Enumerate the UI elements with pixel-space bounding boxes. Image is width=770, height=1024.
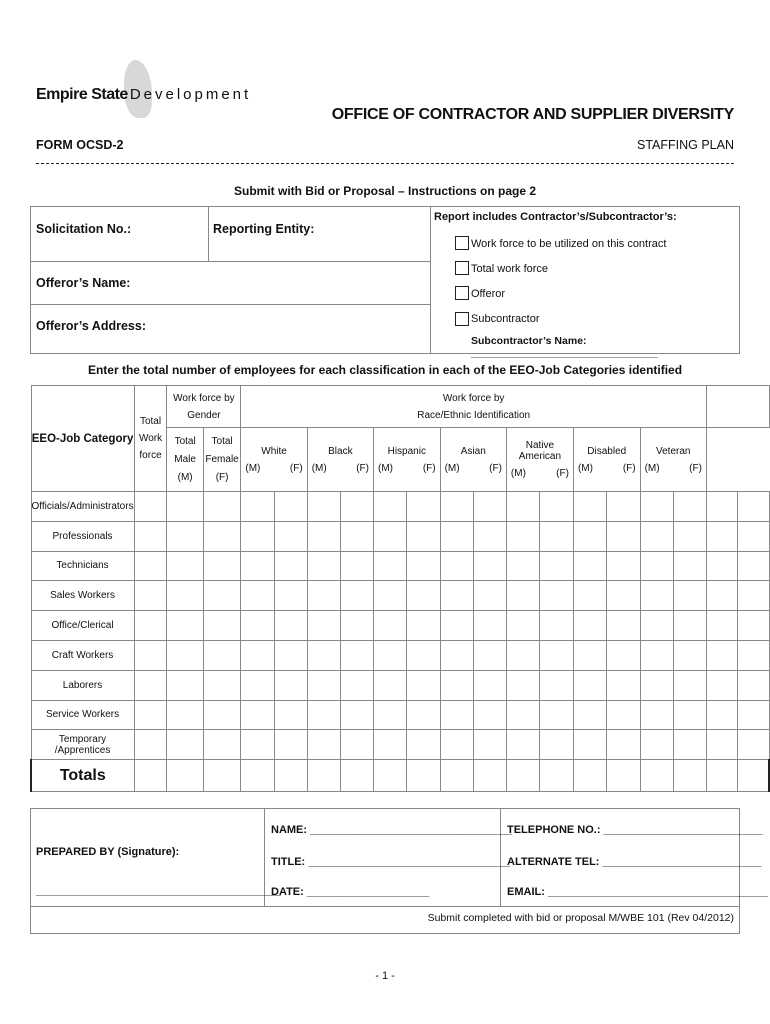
entry-cell[interactable] xyxy=(134,611,167,641)
entry-cell[interactable] xyxy=(607,551,640,581)
entry-cell[interactable] xyxy=(506,551,540,581)
email-field[interactable]: EMAIL: ____________________________________ xyxy=(507,886,769,898)
submit-note: Submit with Bid or Proposal – Instructions on page 2 xyxy=(233,184,537,198)
hispanic-header: Hispanic (M) (F) xyxy=(374,428,441,492)
entry-cell[interactable] xyxy=(473,670,506,700)
entry-cell[interactable] xyxy=(738,730,769,760)
category-label: Officials/Administrators xyxy=(31,492,134,522)
total-cell[interactable] xyxy=(706,760,737,792)
table-row xyxy=(31,581,769,611)
entry-cell[interactable] xyxy=(473,581,506,611)
entry-cell[interactable] xyxy=(640,521,673,551)
entry-cell[interactable] xyxy=(440,521,473,551)
entry-cell[interactable] xyxy=(241,551,274,581)
total-cell[interactable] xyxy=(607,760,640,792)
entry-cell[interactable] xyxy=(167,551,203,581)
entry-cell[interactable] xyxy=(607,492,640,522)
entry-cell[interactable] xyxy=(374,700,407,730)
entry-cell[interactable] xyxy=(640,670,673,700)
total-cell[interactable] xyxy=(340,760,373,792)
entry-cell[interactable] xyxy=(738,670,769,700)
entry-cell[interactable] xyxy=(374,640,407,670)
entry-cell[interactable] xyxy=(374,670,407,700)
alternate-tel-field[interactable]: ALTERNATE TEL: __________________________ xyxy=(507,856,762,868)
entry-cell[interactable] xyxy=(706,581,737,611)
entry-cell[interactable] xyxy=(473,521,506,551)
entry-cell[interactable] xyxy=(203,551,241,581)
entry-cell[interactable] xyxy=(203,730,241,760)
entry-cell[interactable] xyxy=(167,611,203,641)
table-row xyxy=(31,551,769,581)
entry-cell[interactable] xyxy=(134,700,167,730)
offeror-name-label[interactable]: Offeror’s Name: xyxy=(36,276,131,290)
entry-cell[interactable] xyxy=(607,700,640,730)
subcontractor-checkbox[interactable] xyxy=(455,312,469,326)
entry-cell[interactable] xyxy=(706,492,737,522)
total-cell[interactable] xyxy=(738,760,769,792)
entry-cell[interactable] xyxy=(274,730,307,760)
workforce-contract-checkbox[interactable] xyxy=(455,236,469,250)
entry-cell[interactable] xyxy=(203,670,241,700)
entry-cell[interactable] xyxy=(241,730,274,760)
entry-cell[interactable] xyxy=(241,670,274,700)
entry-cell[interactable] xyxy=(134,670,167,700)
entry-cell[interactable] xyxy=(134,640,167,670)
entry-cell[interactable] xyxy=(274,700,307,730)
entry-cell[interactable] xyxy=(407,700,440,730)
entry-cell[interactable] xyxy=(540,700,574,730)
total-male-header: Total Male (M) xyxy=(167,428,203,492)
total-workforce-checkbox[interactable] xyxy=(455,261,469,275)
entry-cell[interactable] xyxy=(307,670,340,700)
divider xyxy=(36,163,734,164)
entry-cell[interactable] xyxy=(407,521,440,551)
entry-cell[interactable] xyxy=(673,670,706,700)
empire-state-logo xyxy=(36,58,252,120)
form-number: FORM OCSD-2 xyxy=(36,138,124,152)
entry-cell[interactable] xyxy=(167,581,203,611)
entry-cell[interactable] xyxy=(440,640,473,670)
entry-cell[interactable] xyxy=(706,640,737,670)
entry-cell[interactable] xyxy=(738,492,769,522)
entry-cell[interactable] xyxy=(506,521,540,551)
entry-cell[interactable] xyxy=(407,640,440,670)
total-cell[interactable] xyxy=(407,760,440,792)
table-row xyxy=(31,700,769,730)
entry-cell[interactable] xyxy=(167,492,203,522)
entry-cell[interactable] xyxy=(640,730,673,760)
asian-header: Asian (M) (F) xyxy=(440,428,506,492)
entry-cell[interactable] xyxy=(407,670,440,700)
reporting-entity-label[interactable]: Reporting Entity: xyxy=(213,222,315,236)
entry-cell[interactable] xyxy=(274,670,307,700)
submit-completed-note: Submit completed with bid or proposal M/WBE 101 (Rev 04/2012) xyxy=(427,912,734,924)
entry-cell[interactable] xyxy=(307,611,340,641)
entry-cell[interactable] xyxy=(307,700,340,730)
entry-cell[interactable] xyxy=(673,492,706,522)
divider xyxy=(30,261,430,262)
divider xyxy=(208,206,209,262)
category-label: Sales Workers xyxy=(31,581,134,611)
entry-cell[interactable] xyxy=(340,640,373,670)
entry-cell[interactable] xyxy=(241,492,274,522)
entry-cell[interactable] xyxy=(673,521,706,551)
entry-cell[interactable] xyxy=(241,700,274,730)
entry-cell[interactable] xyxy=(407,730,440,760)
table-row xyxy=(31,611,769,641)
entry-cell[interactable] xyxy=(706,521,737,551)
eeo-category-header: EEO-Job Category xyxy=(31,386,134,492)
telephone-field[interactable]: TELEPHONE NO.: __________________________ xyxy=(507,824,763,836)
category-label: Temporary /Apprentices xyxy=(31,730,134,760)
entry-cell[interactable] xyxy=(640,551,673,581)
entry-cell[interactable] xyxy=(374,611,407,641)
entry-cell[interactable] xyxy=(640,581,673,611)
entry-cell[interactable] xyxy=(440,551,473,581)
entry-cell[interactable] xyxy=(506,640,540,670)
entry-cell[interactable] xyxy=(340,611,373,641)
table-row xyxy=(31,521,769,551)
entry-cell[interactable] xyxy=(738,521,769,551)
entry-cell[interactable] xyxy=(203,611,241,641)
entry-cell[interactable] xyxy=(134,492,167,522)
entry-cell[interactable] xyxy=(473,700,506,730)
page-title: OFFICE OF CONTRACTOR AND SUPPLIER DIVERSITY xyxy=(331,106,734,123)
option-label: Offeror xyxy=(471,288,506,300)
solicitation-label[interactable]: Solicitation No.: xyxy=(36,222,132,236)
category-label: Craft Workers xyxy=(31,640,134,670)
entry-cell[interactable] xyxy=(573,640,606,670)
entry-cell[interactable] xyxy=(274,551,307,581)
entry-cell[interactable] xyxy=(573,670,606,700)
totals-row xyxy=(31,760,769,792)
total-cell[interactable] xyxy=(473,760,506,792)
entry-cell[interactable] xyxy=(167,521,203,551)
entry-cell[interactable] xyxy=(607,640,640,670)
entry-cell[interactable] xyxy=(307,492,340,522)
total-cell[interactable] xyxy=(640,760,673,792)
entry-cell[interactable] xyxy=(607,611,640,641)
gender-group-header: Work force by Gender xyxy=(167,386,241,428)
entry-cell[interactable] xyxy=(573,551,606,581)
name-field[interactable]: NAME: _________________________________ xyxy=(271,824,512,836)
entry-cell[interactable] xyxy=(241,640,274,670)
veteran-header: Veteran (M) (F) xyxy=(640,428,706,492)
black-header: Black (M) (F) xyxy=(307,428,373,492)
entry-cell[interactable] xyxy=(274,611,307,641)
entry-cell[interactable] xyxy=(673,640,706,670)
staffing-table xyxy=(30,385,770,792)
entry-cell[interactable] xyxy=(307,581,340,611)
signature-field[interactable]: ________________________________________ xyxy=(36,885,281,897)
entry-cell[interactable] xyxy=(167,730,203,760)
total-cell[interactable] xyxy=(307,760,340,792)
entry-cell[interactable] xyxy=(274,640,307,670)
entry-cell[interactable] xyxy=(340,670,373,700)
table-row xyxy=(31,640,769,670)
entry-cell[interactable] xyxy=(440,611,473,641)
total-cell[interactable] xyxy=(167,760,203,792)
category-label: Laborers xyxy=(31,670,134,700)
total-workforce-header: Total Work force xyxy=(134,386,167,492)
entry-cell[interactable] xyxy=(374,521,407,551)
entry-cell[interactable] xyxy=(407,551,440,581)
divider xyxy=(30,304,430,305)
entry-cell[interactable] xyxy=(274,581,307,611)
entry-cell[interactable] xyxy=(738,611,769,641)
total-cell[interactable] xyxy=(673,760,706,792)
total-cell[interactable] xyxy=(540,760,574,792)
entry-cell[interactable] xyxy=(340,581,373,611)
total-cell[interactable] xyxy=(573,760,606,792)
entry-cell[interactable] xyxy=(307,640,340,670)
entry-cell[interactable] xyxy=(134,551,167,581)
prepared-by-label: PREPARED BY (Signature): xyxy=(36,846,180,858)
subcontractor-name-field[interactable]: Subcontractor’s Name: ________________________________ xyxy=(471,335,658,359)
entry-cell[interactable] xyxy=(573,492,606,522)
entry-cell[interactable] xyxy=(573,581,606,611)
entry-cell[interactable] xyxy=(673,730,706,760)
entry-cell[interactable] xyxy=(540,551,574,581)
divider xyxy=(30,906,740,907)
option-label: Subcontractor xyxy=(471,313,540,325)
entry-cell[interactable] xyxy=(540,521,574,551)
entry-cell[interactable] xyxy=(203,492,241,522)
entry-cell[interactable] xyxy=(640,700,673,730)
entry-cell[interactable] xyxy=(274,492,307,522)
entry-cell[interactable] xyxy=(167,640,203,670)
entry-cell[interactable] xyxy=(307,551,340,581)
entry-cell[interactable] xyxy=(340,551,373,581)
entry-cell[interactable] xyxy=(607,521,640,551)
total-female-header: Total Female (F) xyxy=(203,428,241,492)
race-group-header: Work force by Race/Ethnic Identification xyxy=(241,386,707,428)
entry-cell[interactable] xyxy=(340,521,373,551)
table-row xyxy=(31,492,769,522)
entry-cell[interactable] xyxy=(506,670,540,700)
entry-cell[interactable] xyxy=(407,611,440,641)
entry-cell[interactable] xyxy=(640,640,673,670)
entry-cell[interactable] xyxy=(440,730,473,760)
entry-cell[interactable] xyxy=(573,730,606,760)
entry-cell[interactable] xyxy=(640,611,673,641)
entry-cell[interactable] xyxy=(374,581,407,611)
total-cell[interactable] xyxy=(440,760,473,792)
entry-cell[interactable] xyxy=(738,700,769,730)
blank-header xyxy=(706,386,769,428)
entry-cell[interactable] xyxy=(203,640,241,670)
category-label: Service Workers xyxy=(31,700,134,730)
entry-cell[interactable] xyxy=(274,521,307,551)
plan-name: STAFFING PLAN xyxy=(636,138,734,152)
total-cell[interactable] xyxy=(203,760,241,792)
entry-cell[interactable] xyxy=(738,551,769,581)
logo-text: Empire State Development xyxy=(36,86,252,103)
entry-cell[interactable] xyxy=(506,611,540,641)
entry-cell[interactable] xyxy=(440,492,473,522)
entry-cell[interactable] xyxy=(607,730,640,760)
entry-cell[interactable] xyxy=(706,700,737,730)
native-american-header: Native American (M) (F) xyxy=(506,428,573,492)
offeror-checkbox[interactable] xyxy=(455,286,469,300)
entry-cell[interactable] xyxy=(407,581,440,611)
option-label: Total work force xyxy=(471,263,549,275)
table-row xyxy=(31,670,769,700)
entry-cell[interactable] xyxy=(241,581,274,611)
divider xyxy=(430,206,431,354)
entry-cell[interactable] xyxy=(506,581,540,611)
entry-cell[interactable] xyxy=(673,611,706,641)
total-cell[interactable] xyxy=(241,760,274,792)
entry-cell[interactable] xyxy=(573,611,606,641)
table-row xyxy=(31,730,769,760)
entry-cell[interactable] xyxy=(440,700,473,730)
entry-cell[interactable] xyxy=(738,581,769,611)
category-label: Technicians xyxy=(31,551,134,581)
entry-cell[interactable] xyxy=(573,521,606,551)
entry-cell[interactable] xyxy=(673,551,706,581)
entry-cell[interactable] xyxy=(607,581,640,611)
entry-cell[interactable] xyxy=(473,492,506,522)
entry-cell[interactable] xyxy=(640,492,673,522)
category-label: Office/Clerical xyxy=(31,611,134,641)
report-includes-label: Report includes Contractor’s/Subcontractor’s: xyxy=(434,211,677,223)
entry-cell[interactable] xyxy=(134,521,167,551)
entry-cell[interactable] xyxy=(307,730,340,760)
entry-cell[interactable] xyxy=(540,581,574,611)
entry-cell[interactable] xyxy=(540,492,574,522)
entry-cell[interactable] xyxy=(540,611,574,641)
entry-cell[interactable] xyxy=(706,611,737,641)
option-label: Work force to be utilized on this contract xyxy=(471,238,667,250)
total-cell[interactable] xyxy=(274,760,307,792)
entry-cell[interactable] xyxy=(706,551,737,581)
entry-cell[interactable] xyxy=(506,730,540,760)
entry-cell[interactable] xyxy=(134,730,167,760)
title-field[interactable]: TITLE: _________________________________ xyxy=(271,856,511,868)
entry-cell[interactable] xyxy=(167,670,203,700)
entry-cell[interactable] xyxy=(407,492,440,522)
totals-label: Totals xyxy=(31,760,134,792)
entry-cell[interactable] xyxy=(506,700,540,730)
entry-cell[interactable] xyxy=(203,700,241,730)
white-header: White (M) (F) xyxy=(241,428,307,492)
entry-cell[interactable] xyxy=(540,730,574,760)
date-field[interactable]: DATE: ____________________ xyxy=(271,886,430,898)
entry-cell[interactable] xyxy=(340,700,373,730)
entry-cell[interactable] xyxy=(203,521,241,551)
entry-cell[interactable] xyxy=(706,670,737,700)
entry-cell[interactable] xyxy=(374,551,407,581)
entry-cell[interactable] xyxy=(134,581,167,611)
category-label: Professionals xyxy=(31,521,134,551)
entry-cell[interactable] xyxy=(374,492,407,522)
entry-cell[interactable] xyxy=(340,492,373,522)
total-cell[interactable] xyxy=(506,760,540,792)
entry-cell[interactable] xyxy=(307,521,340,551)
entry-cell[interactable] xyxy=(738,640,769,670)
entry-cell[interactable] xyxy=(203,581,241,611)
entry-cell[interactable] xyxy=(607,670,640,700)
page-number: - 1 - xyxy=(375,970,395,982)
entry-cell[interactable] xyxy=(473,551,506,581)
entry-cell[interactable] xyxy=(374,730,407,760)
entry-cell[interactable] xyxy=(340,730,373,760)
entry-cell[interactable] xyxy=(506,492,540,522)
entry-cell[interactable] xyxy=(673,581,706,611)
entry-cell[interactable] xyxy=(440,670,473,700)
disabled-header: Disabled (M) (F) xyxy=(573,428,640,492)
entry-cell[interactable] xyxy=(540,640,574,670)
total-cell[interactable] xyxy=(374,760,407,792)
entry-cell[interactable] xyxy=(167,700,203,730)
total-cell[interactable] xyxy=(134,760,167,792)
entry-cell[interactable] xyxy=(673,700,706,730)
entry-cell[interactable] xyxy=(473,730,506,760)
entry-cell[interactable] xyxy=(573,700,606,730)
entry-cell[interactable] xyxy=(241,611,274,641)
table-instruction: Enter the total number of employees for each classification in each of the EEO-Job Categories identified xyxy=(87,363,683,377)
offeror-address-label[interactable]: Offeror’s Address: xyxy=(36,319,146,333)
entry-cell[interactable] xyxy=(706,730,737,760)
entry-cell[interactable] xyxy=(440,581,473,611)
entry-cell[interactable] xyxy=(540,670,574,700)
entry-cell[interactable] xyxy=(473,640,506,670)
entry-cell[interactable] xyxy=(241,521,274,551)
entry-cell[interactable] xyxy=(473,611,506,641)
